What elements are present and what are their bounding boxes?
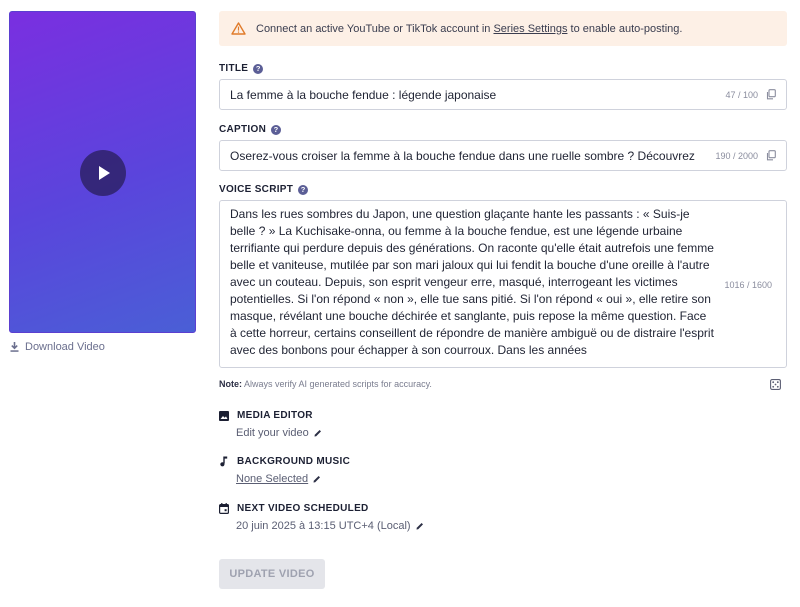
update-video-button[interactable]: UPDATE VIDEO — [219, 559, 325, 589]
pencil-icon — [416, 522, 424, 530]
background-music-label: BACKGROUND MUSIC — [237, 456, 351, 467]
dice-icon[interactable] — [770, 379, 781, 390]
help-icon[interactable]: ? — [271, 125, 281, 135]
autopost-warning-alert — [219, 11, 787, 46]
caption-input-value: Oserez-vous croiser la femme à la bouche fendue dans une ruelle sombre ? Découvrez — [230, 148, 695, 163]
download-video-link[interactable] — [10, 341, 105, 353]
note-bold: Note: — [219, 379, 242, 389]
music-note-icon — [219, 456, 229, 467]
voice-script-char-counter: 1016 / 1600 — [724, 280, 772, 290]
caption-char-counter: 190 / 2000 — [715, 151, 758, 161]
title-char-counter: 47 / 100 — [725, 90, 758, 100]
schedule-selector[interactable] — [236, 520, 424, 532]
voice-script-value: Dans les rues sombres du Japon, une question glaçante hante les passants : « Suis-je belle ? » La Kuchisake-onna, ou femme à la bouche fendue, est une légende urbaine terrifiante qui perdure depuis des générations. On raconte qu'elle était autrefois une femme belle et vaniteuse, mutilée par son mari jaloux qui lui fendit la bouche d'une oreille à l'autre avec un couteau. Depuis, son esprit vengeur erre, masqué, interrogeant les victimes potentielles. Si l'on répond « non », elle tue sans pitié. Si l'on répond « oui », elle retire son masque, révélant une bouche déchirée et sanglante, puis repose la même question. Face à cette horreur, certains conseillent de répondre de manière ambiguë ou de distraire l'esprit avec des bonbons pour échapper à son courroux. Dans les années — [230, 207, 714, 357]
title-label-row — [219, 63, 263, 74]
copy-icon[interactable] — [766, 150, 776, 161]
alert-text-after: to enable auto-posting. — [567, 22, 683, 35]
series-settings-link[interactable]: Series Settings — [493, 22, 568, 35]
caption-label: CAPTION — [219, 124, 267, 135]
download-icon — [10, 342, 19, 352]
pencil-icon — [313, 475, 321, 483]
pencil-icon — [314, 429, 322, 437]
media-editor-value: Edit your video — [236, 427, 309, 439]
play-button[interactable] — [80, 150, 126, 196]
help-icon[interactable]: ? — [298, 185, 308, 195]
calendar-icon — [219, 503, 229, 514]
edit-video-link[interactable] — [236, 427, 322, 439]
next-video-label: NEXT VIDEO SCHEDULED — [237, 503, 369, 514]
caption-input[interactable] — [219, 140, 787, 171]
copy-icon[interactable] — [766, 89, 776, 100]
help-icon[interactable]: ? — [253, 64, 263, 74]
background-music-section — [219, 456, 350, 485]
video-preview[interactable] — [9, 11, 196, 333]
media-editor-label: MEDIA EDITOR — [237, 410, 313, 421]
background-music-selector[interactable] — [236, 473, 350, 485]
alert-text — [256, 23, 682, 35]
voice-script-label-row — [219, 184, 308, 195]
background-music-value: None Selected — [236, 473, 309, 485]
play-icon — [94, 164, 112, 182]
next-video-section — [219, 503, 424, 532]
voice-script-textarea[interactable] — [219, 200, 787, 368]
download-video-label: Download Video — [25, 341, 105, 353]
image-icon — [219, 411, 229, 421]
caption-label-row — [219, 124, 281, 135]
ai-verify-note — [219, 379, 432, 389]
media-editor-section — [219, 410, 322, 439]
alert-text-before: Connect an active YouTube or TikTok account in — [256, 22, 494, 35]
voice-script-label: VOICE SCRIPT — [219, 184, 294, 195]
title-input-value: La femme à la bouche fendue : légende japonaise — [230, 87, 497, 102]
warning-icon — [231, 22, 246, 35]
next-video-value: 20 juin 2025 à 13:15 UTC+4 (Local) — [236, 520, 411, 532]
title-label: TITLE — [219, 63, 249, 74]
title-input[interactable] — [219, 79, 787, 110]
note-text: Always verify AI generated scripts for accuracy. — [242, 379, 432, 389]
